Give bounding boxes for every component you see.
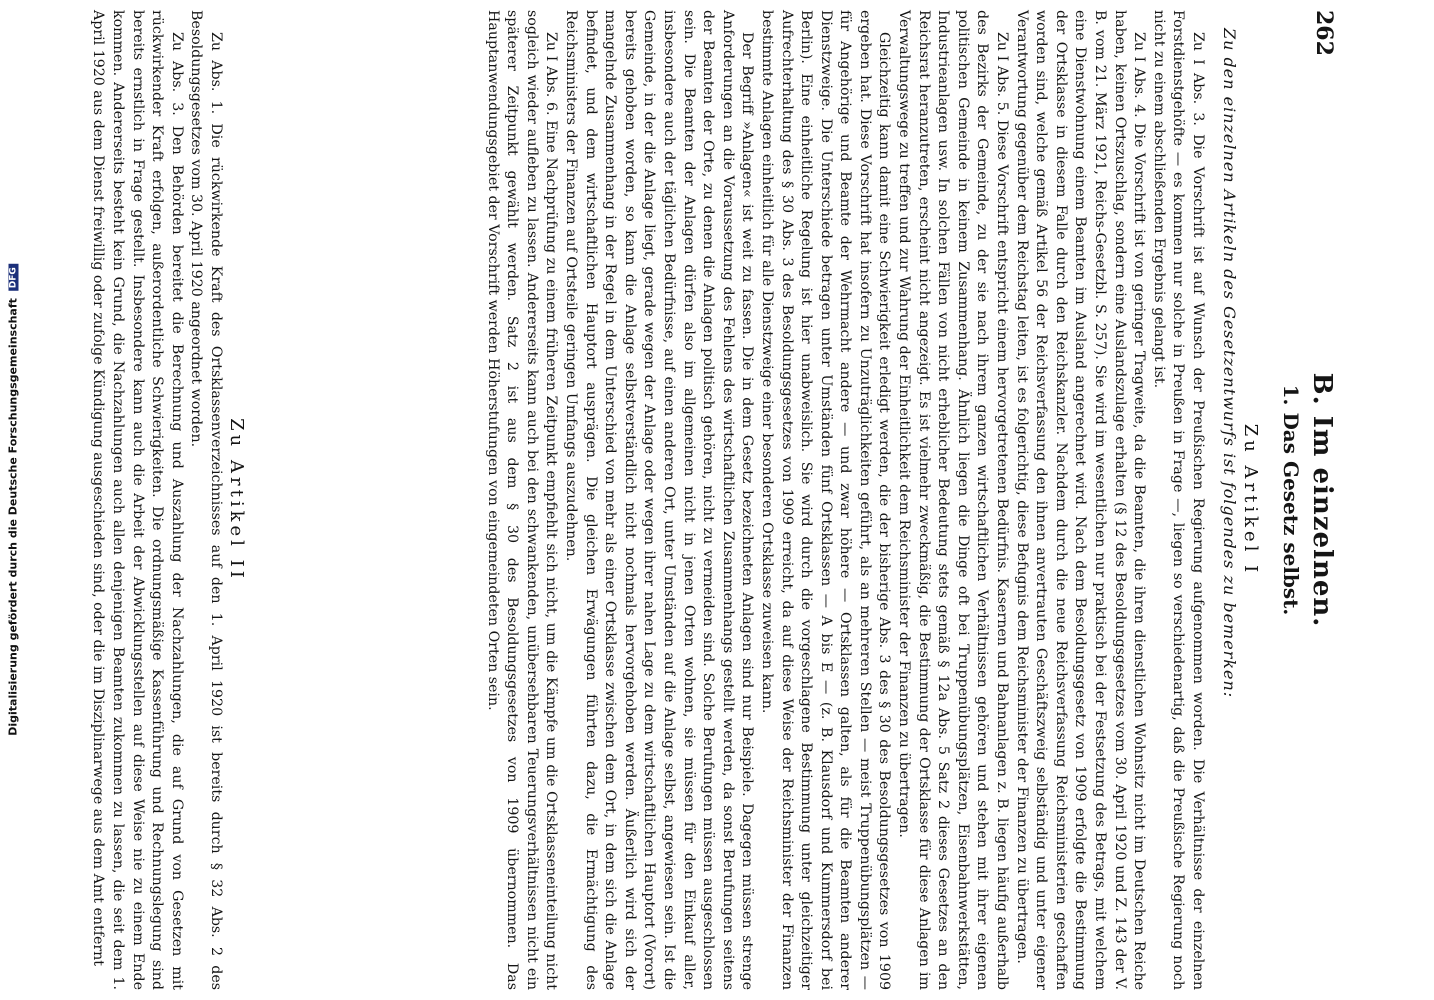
paragraph: Zu Abs. 3. Den Behörden bereitet die Berechnung und Auszahlung der Nachzahlungen, die auf Grund von Gesetzen mit rückwirkender Kraft erfolgen, außerordentliche Schwierigkeiten. Die ordnungsmäßige Kassenführung und Rechnungslegung sind bereits ernstlich in Frage gestellt. Insbesondere kann auch die Arbeit der Abwicklungsstellen auf diese Weise nie zu einem Ende kommen. Andererseits besteht kein Grund, die Nachzahlungen auch allen denjenigen Beamten zukommen zu lassen, die seit dem 1. April 1920 aus dem Dienst freiwillig oder zufolge Kündigung ausgeschieden sind, oder die im Disziplinarwege aus dem Amt entfernt [90, 10, 185, 990]
section-heading-b: B. Im einzelnen. [1307, 372, 1337, 628]
intro-line: Zu den einzelnen Artikeln des Gesetzentwurfs ist folgendes zu bemerken: [1220, 28, 1239, 699]
digitization-credit [6, 0, 20, 1000]
rotated-page [90, 10, 1337, 990]
article-1-body [482, 10, 1207, 990]
paragraph: Zu Abs. 1. Die rückwirkende Kraft des Ortsklassenverzeichnisses auf den 1. April 1920 ist bereits durch § 32 Abs. 2 des Besoldungsgesetzes vom 30. April 1920 angeordnet worden. [188, 10, 224, 990]
article-1-heading: Zu Artikel I [1240, 423, 1261, 577]
paragraph: Zu I Abs. 5. Diese Vorschrift entspricht einem hervorgetretenen Bedürfnis. Kasernen und Bahnanlagen z. B. liegen häufig außerhalb des Bezirks der Gemeinde, zu der sie nach ihrem ganzen wirtschaftlichen Verhältnissen gehören und stehen mit ihrer eigenen politischen Gemeinde in keinem Zusammenhang. Ähnlich liegen die Dinge oft bei Truppenübungsplätzen, Eisenbahnwerkstätten, Industrieanlagen usw. In solchen Fällen von nicht erheblicher Bedeutung stets gemäß § 12a Abs. 5 Satz 2 dieses Gesetzes an den Reichsrat heranzutreten, erscheint nicht angezeigt. Es ist vielmehr zweckmäßig, die Bestimmung der Ortsklasse für diese Anlagen im Verwaltungswege zu treffen und zur Wahrung der Einheitlichkeit dem Reichsminister der Finanzen zu übertragen. [896, 10, 1011, 990]
paragraph: Der Begriff »Anlagen« ist weit zu fassen. Die in dem Gesetz bezeichneten Anlagen sind nur Beispiele. Dagegen müssen strenge Anforderungen an die Voraussetzung des Fehlens des wirtschaftlichen Zusammenhangs gestellt werden, da sonst Berufungen seitens der Beamten der Orte, zu denen die Anlagen politisch gehören, nicht zu vermeiden sind. Solche Berufungen müssen ausgeschlossen sein. Die Beamten der Anlagen dürfen also im allgemeinen nicht in jenen Orten wohnen, sie müssen für den Einkauf aller, insbesondere auch der täglichen Bedürfnisse, auf einen anderen Ort, unter Umständen auf die Anlage selbst, angewiesen sein. Ist die Gemeinde, in der die Anlage liegt, gerade wegen der Anlage oder wegen ihrer nahen Lage zu dem wirtschaftlichen Hauptort (Vorort) bereits gehoben worden, so kann die Anlage selbstverständlich nicht nochmals hervorgehoben werden. Äußerlich wird sich der mangelnde Zusammenhang in der Regel in dem Unterschied von mehr als einer Ortsklasse zwischen dem Ort, in dem sich die Anlage befindet, und dem wirtschaftlichen Hauptort ausprägen. Die gleichen Erwägungen führten dazu, die Ermächtigung des Reichsministers der Finanzen auf Ortsteile geringen Umfangs auszudehnen. [563, 10, 756, 990]
paragraph: Zu I Abs. 6. Eine Nachprüfung zu einem früheren Zeitpunkt empfiehlt sich nicht, um die Kämpfe um die Ortsklasseneinteilung nicht sogleich wieder aufleben zu lassen. Andererseits kann auch bei den schwankenden, unübersehbaren Teuerungsverhältnissen nicht ein späterer Zeitpunkt gewählt werden. Satz 2 ist aus dem § 30 des Besoldungsgesetzes von 1909 übernommen. Das Hauptanwendungsgebiet der Vorschrift werden Höherstufungen von eingemeindeten Orten sein. [484, 10, 560, 990]
paragraph: Gleichzeitig kann damit eine Schwierigkeit erledigt werden, die der bisherige Abs. 3 des § 30 des Besoldungsgesetzes von 1909 ergeben hat. Diese Vorschrift hat insofern zu Unzuträglichkeiten geführt, als an mehreren Stellen — meist Truppenübungsplätzen — für Angehörige und Beamte der Wehrmacht andere — und zwar höhere — Ortsklassen galten, als für die Beamten anderer Dienstzweige. Die Unterschiede betragen unter Umständen fünf Ortsklassen — A bis E — (z. B. Klausdorf und Kummersdorf bei Berlin). Eine einheitliche Regelung ist hier unabweislich. Sie wird durch die vorgeschlagene Bestimmung unter gleichzeitiger Aufrechterhaltung des § 30 Abs. 3 des Besoldungsgesetzes von 1909 erreicht, da auf diese Weise der Reichsminister der Finanzen bestimmte Anlagen einheitlich für alle Dienstzweige einer besonderen Ortsklasse zuweisen kann. [758, 10, 893, 990]
paragraph: Zu I Abs. 3. Die Vorschrift ist auf Wunsch der Preußischen Regierung aufgenommen worden. Die Verhältnisse der einzelnen Forstdienstgehöfte — es kommen nur solche in Preußen in Frage —, liegen so verschiedenartig, daß die Preußische Regierung noch nicht zu einem abschließenden Ergebnis gelangt ist. [1150, 10, 1206, 990]
article-2-body [88, 10, 225, 990]
paragraph: Zu I Abs. 4. Die Vorschrift ist von geringer Tragweite, da die Beamten, die ihren dienstlichen Wohnsitz nicht im Deutschen Reiche haben, keinen Ortszuschlag, sondern eine Auslandszulage erhalten (§ 12 des Besoldungsgesetzes vom 30. April 1920 und Z. 143 der V. B. vom 21. März 1921, Reichs-Gesetzbl. S. 257). Sie wird im wesentlichen nur praktisch bei der Festsetzung des Betrags, mit welchem eine Dienstwohnung einem Beamten im Ausland angerechnet wird. Nach dem Besoldungsgesetz von 1909 erfolgte die Bestimmung der Ortsklasse in diesem Falle durch den Reichskanzler. Nachdem durch die neue Reichsverfassung Reichsministerien geschaffen worden sind, welche gemäß Artikel 56 der Reichsverfassung den ihnen anvertrauten Geschäftszweig selbständig und unter eigener Verantwortung gegenüber dem Reichstag leiten, ist es folgerichtig, diese Befugnis dem Reichsminister der Finanzen zu übertragen. [1013, 10, 1148, 990]
dfg-logo: DFG [9, 264, 19, 291]
section-heading-1: 1. Das Gesetz selbst. [1279, 384, 1303, 616]
article-2-heading: Zu Artikel II [226, 418, 247, 582]
page-number: 262 [1311, 10, 1337, 56]
credit-text: Digitalisierung gefördert durch die Deutsche Forschungsgemeinschaft [6, 298, 20, 736]
